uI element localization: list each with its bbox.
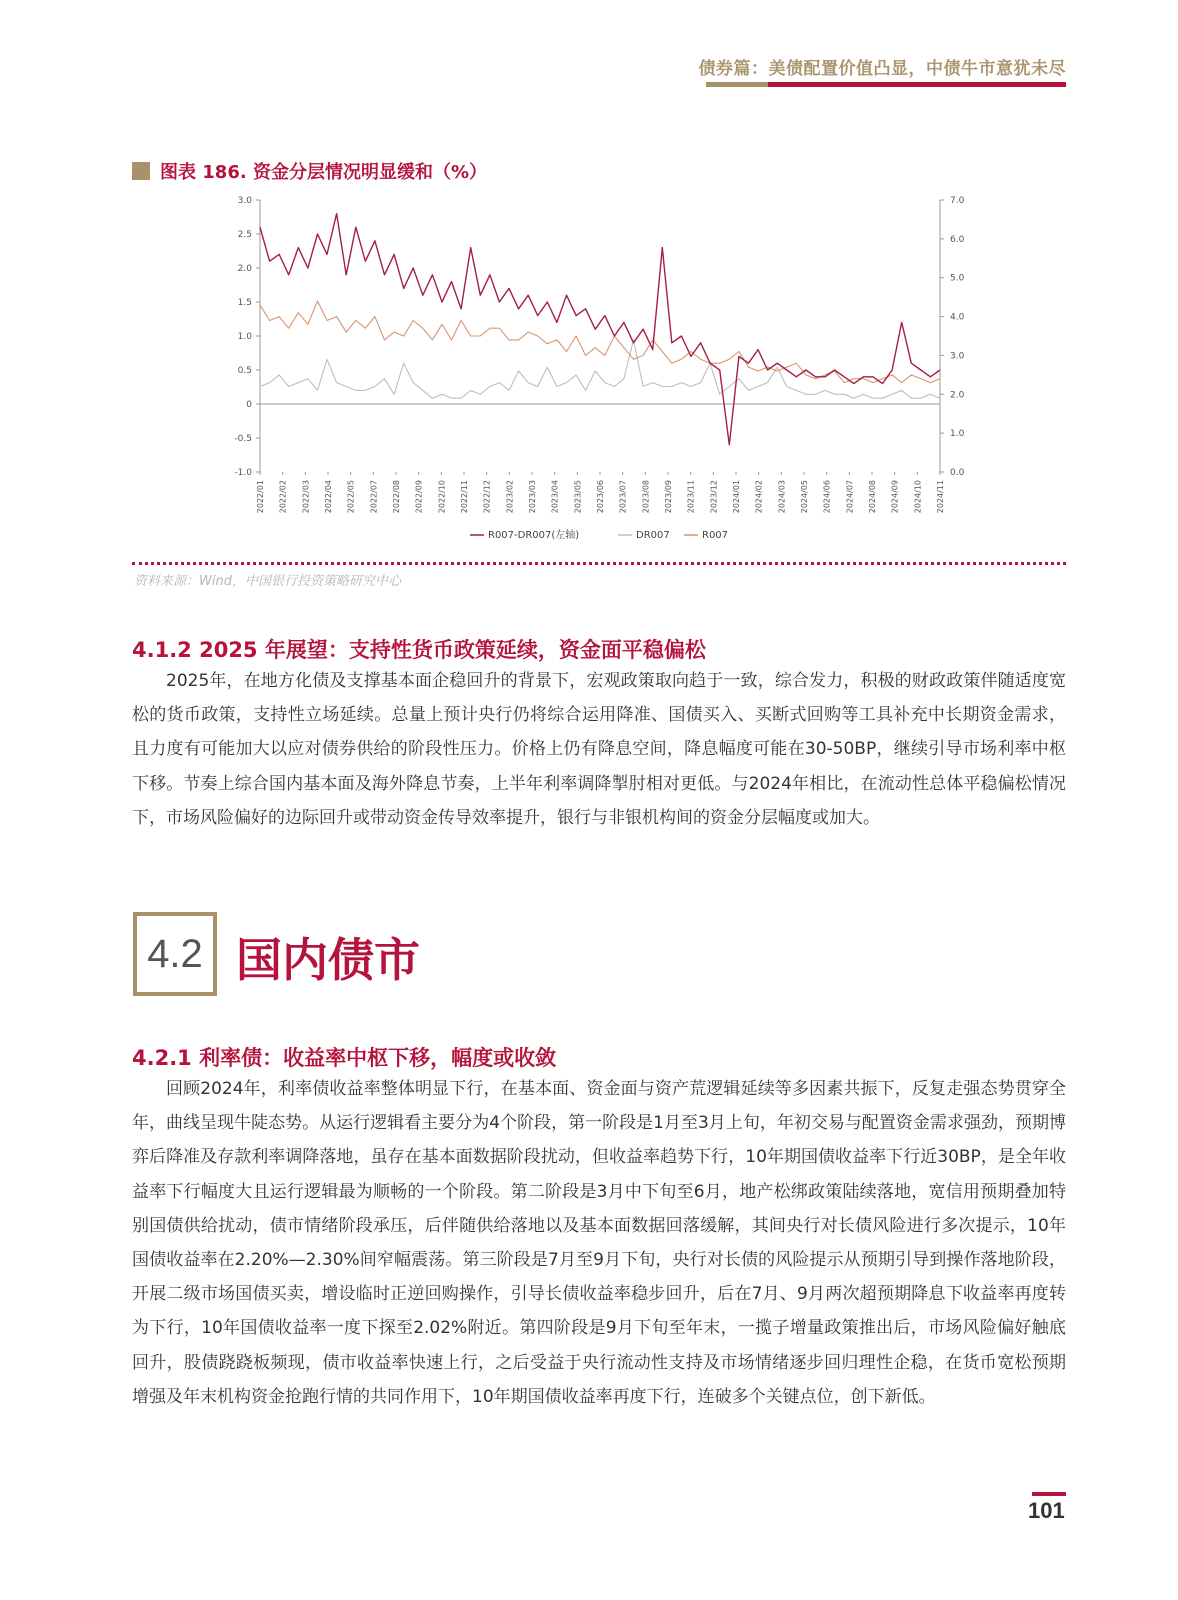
x-tick-label: 2023/02 bbox=[505, 480, 515, 514]
section-number-box bbox=[133, 912, 217, 996]
chart-axes bbox=[234, 196, 964, 513]
y-right-tick-label: 0.0 bbox=[950, 468, 965, 478]
page-number: 101 bbox=[1028, 1498, 1065, 1523]
chart-series bbox=[260, 214, 940, 445]
header-accent-red bbox=[768, 82, 1066, 87]
x-tick-label: 2022/10 bbox=[437, 480, 447, 514]
section-412-body: 2025年，在地方化债及支撑基本面企稳回升的背景下，宏观政策取向趋于一致，综合发力，积极的财政政策伴随适度宽松的货币政策，支持性立场延续。总量上预计央行仍将综合运用降准、国债买入、买断式回购等工具补充中长期资金需求，且力度有可能加大以应对债券供给的阶段性压力。价格上仍有降息空间，降息幅度可能在30-50BP，继续引导市场利率中枢下移。节奏上综合国内基本面及海外降息节奏，上半年利率调降掣肘相对更低。与2024年相比，在流动性总体平稳偏松情况下，市场风险偏好的边际回升或带动资金传导效率提升，银行与非银机构间的资金分层幅度或加大。 bbox=[132, 671, 1066, 828]
y-right-tick-label: 4.0 bbox=[950, 312, 965, 323]
x-tick-label: 2023/08 bbox=[641, 480, 651, 514]
y-left-tick-label: 2.5 bbox=[237, 230, 252, 240]
x-tick-label: 2022/01 bbox=[256, 480, 265, 514]
x-tick-label: 2024/11 bbox=[936, 480, 945, 514]
x-tick-label: 2024/01 bbox=[732, 480, 741, 514]
y-right-tick-label: 6.0 bbox=[950, 234, 965, 245]
x-tick-label: 2023/05 bbox=[573, 480, 583, 514]
chart-legend bbox=[470, 528, 728, 541]
y-right-tick-label: 1.0 bbox=[950, 429, 965, 440]
y-left-tick-label: 2.0 bbox=[237, 264, 252, 274]
y-left-tick-label: 0.5 bbox=[237, 366, 252, 376]
legend-label: DR007 bbox=[636, 530, 670, 541]
section-title: 国内债市 bbox=[236, 933, 420, 987]
x-tick-label: 2023/12 bbox=[709, 480, 719, 514]
x-tick-label: 2023/09 bbox=[664, 480, 673, 514]
y-left-tick-label: 1.5 bbox=[237, 298, 252, 308]
series-line-R007-DR007(左轴) bbox=[260, 214, 940, 445]
series-line-DR007 bbox=[260, 340, 940, 398]
x-tick-label: 2024/07 bbox=[845, 480, 855, 514]
x-tick-label: 2022/03 bbox=[301, 480, 311, 514]
x-tick-label: 2022/07 bbox=[369, 480, 379, 514]
x-tick-label: 2022/02 bbox=[278, 480, 288, 514]
figure-square-icon bbox=[132, 162, 150, 180]
series-line-R007 bbox=[260, 301, 940, 383]
x-tick-label: 2022/12 bbox=[482, 480, 492, 514]
y-left-tick-label: 1.0 bbox=[237, 332, 252, 342]
x-tick-label: 2023/04 bbox=[550, 480, 560, 514]
legend-label: R007-DR007(左轴) bbox=[488, 530, 580, 541]
x-tick-label: 2022/05 bbox=[346, 480, 356, 514]
x-tick-label: 2022/09 bbox=[414, 480, 424, 514]
y-left-tick-label: -1.0 bbox=[234, 468, 252, 478]
y-right-tick-label: 2.0 bbox=[950, 390, 965, 401]
legend-label: R007 bbox=[702, 530, 729, 541]
section-421-body: 回顾2024年，利率债收益率整体明显下行，在基本面、资金面与资产荒逻辑延续等多因素共振下，反复走强态势贯穿全年，曲线呈现牛陡态势。从运行逻辑看主要分为4个阶段，第一阶段是1月至3月上旬，年初交易与配置资金需求强劲，预期博弈后降准及存款利率调降落地，虽存在基本面数据阶段扰动，但收益率趋势下行，10年期国债收益率下行近30BP，是全年收益率下行幅度大且运行逻辑最为顺畅的一个阶段。第二阶段是3月中下旬至6月，地产松绑政策陆续落地，宽信用预期叠加特别国债供给扰动，债市情绪阶段承压，后伴随供给落地以及基本面数据回落缓解，其间央行对长债风险进行多次提示，10年国债收益率在2.20%—2.30%间窄幅震荡。第三阶段是7月至9月下旬，央行对长债的风险提示从预期引导到操作落地阶段，开展二级市场国债买卖，增设临时正逆回购操作，引导长债收益率稳步回升，后在7月、9月两次超预期降息下收益率再度转为下行，10年国债收益率一度下探至2.02%附近。第四阶段是9月下旬至年末，一揽子增量政策推出后，市场风险偏好触底回升，股债跷跷板频现，债市收益率快速上行，之后受益于央行流动性支持及市场情绪逐步回归理性企稳，在货币宽松预期增强及年末机构资金抢跑行情的共同作用下，10年期国债收益率再度下行，连破多个关键点位，创下新低。 bbox=[132, 1079, 1066, 1407]
x-tick-label: 2024/08 bbox=[868, 480, 877, 514]
x-tick-label: 2024/05 bbox=[800, 480, 809, 514]
x-tick-label: 2023/06 bbox=[596, 480, 605, 514]
section-421-heading: 4.2.1 利率债：收益率中枢下移，幅度或收敛 bbox=[132, 1046, 557, 1070]
line-chart bbox=[200, 188, 990, 558]
y-left-tick-label: -0.5 bbox=[234, 434, 252, 444]
figure-divider bbox=[132, 562, 1066, 565]
x-tick-label: 2024/10 bbox=[913, 480, 923, 514]
x-tick-label: 2024/02 bbox=[754, 480, 764, 514]
header-title: 债券篇：美债配置价值凸显，中债牛市意犹未尽 bbox=[698, 59, 1066, 79]
page-number-bar bbox=[1032, 1492, 1066, 1496]
y-right-tick-label: 3.0 bbox=[950, 351, 965, 362]
figure-title-text: 图表 186. 资金分层情况明显缓和（%） bbox=[160, 162, 487, 183]
section-412-heading: 4.1.2 2025 年展望：支持性货币政策延续，资金面平稳偏松 bbox=[132, 638, 706, 662]
x-tick-label: 2023/11 bbox=[686, 479, 696, 514]
y-left-tick-label: 3.0 bbox=[237, 196, 252, 206]
x-tick-label: 2022/08 bbox=[392, 480, 401, 514]
section-number: 4.2 bbox=[147, 931, 203, 976]
header-accent-gold bbox=[706, 82, 768, 87]
y-right-tick-label: 5.0 bbox=[950, 273, 965, 284]
x-tick-label: 2024/03 bbox=[777, 480, 787, 514]
x-tick-label: 2024/06 bbox=[822, 480, 832, 514]
x-tick-label: 2024/09 bbox=[890, 480, 900, 514]
y-right-tick-label: 7.0 bbox=[950, 196, 965, 206]
x-tick-label: 2022/04 bbox=[324, 480, 333, 514]
x-tick-label: 2023/03 bbox=[528, 480, 537, 514]
y-left-tick-label: 0 bbox=[246, 400, 252, 410]
x-tick-label: 2022/11 bbox=[460, 480, 469, 514]
x-tick-label: 2023/07 bbox=[618, 480, 628, 514]
figure-source: 资料来源：Wind，中国银行投资策略研究中心 bbox=[134, 574, 401, 589]
figure-title bbox=[132, 158, 487, 184]
